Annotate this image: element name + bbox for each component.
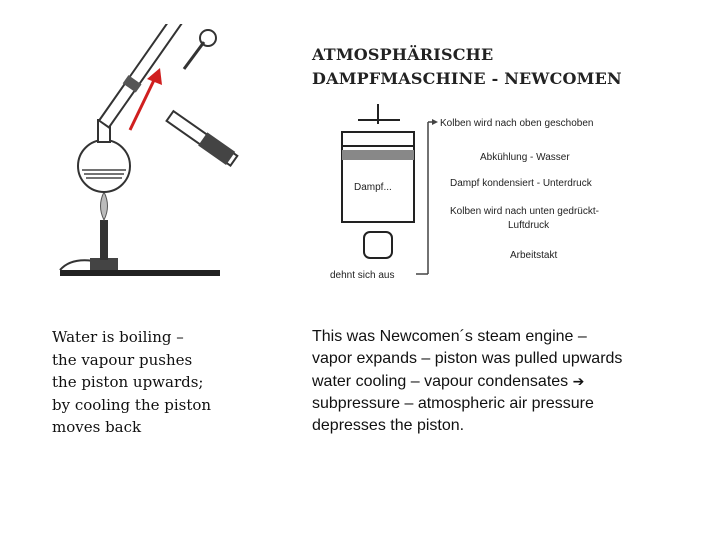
left-caption-line: Water is boiling – [52,328,184,346]
piston-rod [184,42,204,69]
right-caption-line: subpressure – atmospheric air pressure [312,395,594,412]
label-dampf-kondensiert: Dampf kondensiert - Unterdruck [450,178,592,189]
left-caption-line: moves back [52,418,142,436]
right-caption-text: water cooling – vapour condensates [312,373,569,390]
piston-tube [99,24,195,127]
water-layer [342,150,414,160]
diagram-title-line1: ATMOSPHÄRISCHE [312,45,494,64]
label-abkuehlung: Abkühlung - Wasser [480,152,570,163]
pull-ring [200,30,216,46]
right-caption-line [312,370,712,393]
label-kolben-unten-1: Kolben wird nach unten gedrückt- [450,206,599,217]
diagram-title-line2: DAMPFMASCHINE - NEWCOMEN [312,69,622,88]
left-caption-line: by cooling the piston [52,395,212,414]
base-plate [60,270,220,276]
newcomen-diagram [298,22,658,284]
label-dehnt-sich-aus: dehnt sich aus [330,270,395,281]
label-kolben-unten-2: Luftdruck [508,220,550,231]
label-kolben-oben: Kolben wird nach oben geschoben [440,118,594,129]
flame [101,192,108,220]
left-caption-line: the vapour pushes [52,350,193,369]
apparatus-sketch [52,24,252,286]
left-caption [52,326,292,439]
dampf-label: Dampf... [354,182,392,193]
steam-chamber [364,232,392,258]
newcomen-drawing [298,22,658,284]
right-caption-line: vapor expands – piston was pulled upwards [312,350,623,367]
burner-stem [100,220,108,260]
label-arbeitstakt: Arbeitstakt [510,250,558,261]
right-arrow-icon: ➔ [572,373,585,389]
flask [78,140,130,192]
left-caption-line: the piston upwards; [52,373,204,391]
right-caption-line: This was Newcomen´s steam engine – [312,328,587,345]
apparatus-drawing [52,24,252,286]
right-caption-line: depresses the piston. [312,417,465,434]
cycle-arrowhead [432,119,438,125]
right-caption [312,326,712,437]
